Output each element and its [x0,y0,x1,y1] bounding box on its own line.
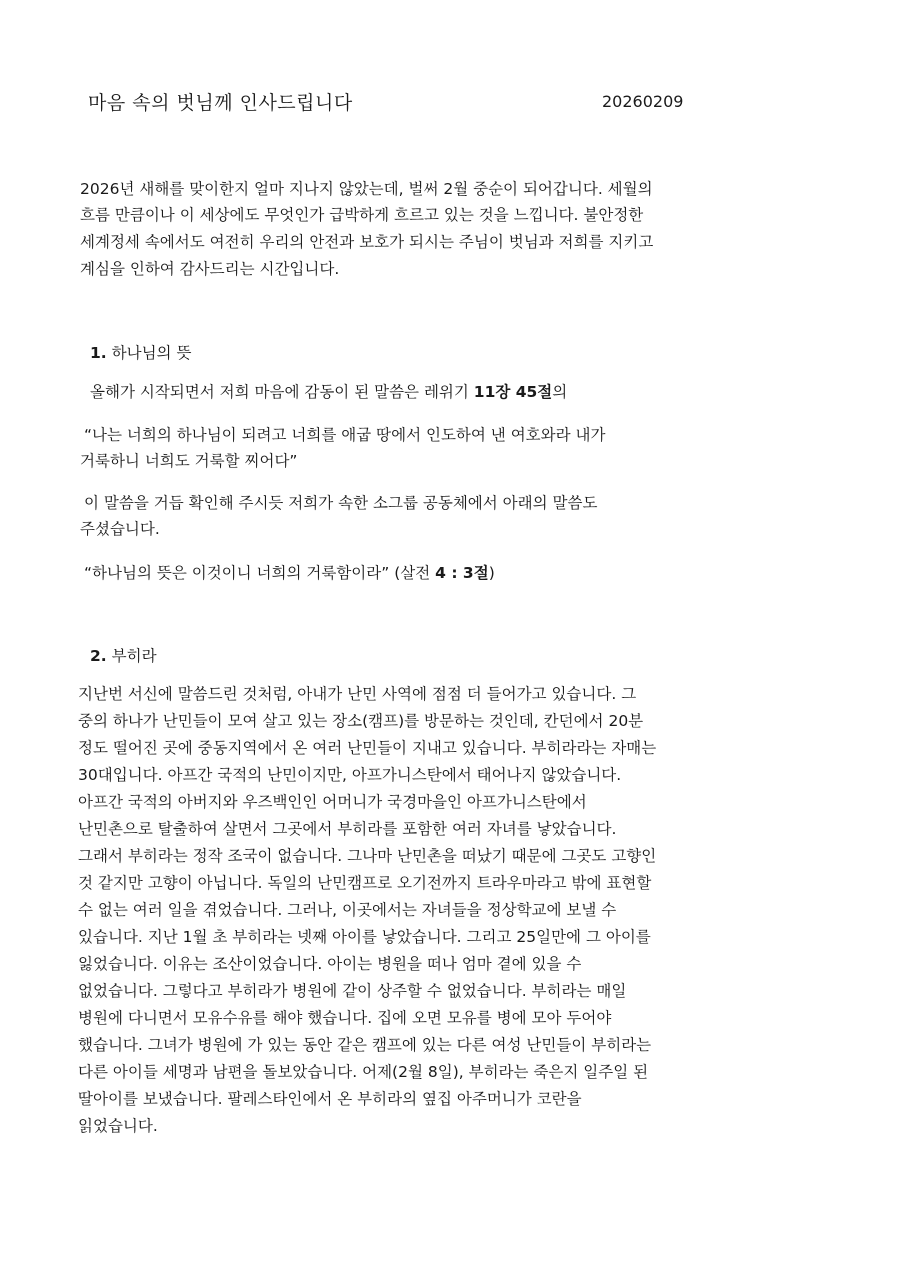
body-line: 다른 아이들 세명과 남편을 돌보았습니다. 어제(2월 8일), 부히라는 죽은지 일주일 된 [78,1063,649,1081]
body-line: 중의 하나가 난민들이 모여 살고 있는 장소(캠프)를 방문하는 것인데, 칸던에서 20분 [78,712,644,730]
body-line: 지난번 서신에 말씀드린 것처럼, 아내가 난민 사역에 점점 더 들어가고 있습니다. 그 [78,685,637,703]
body-line: 난민촌으로 탈출하여 살면서 그곳에서 부히라를 포함한 여러 자녀를 낳았습니다. [78,820,617,838]
section1-p1-lead: 올해가 시작되면서 저희 마음에 감동이 된 말씀은 레위기 [90,383,474,401]
body-line: 읽었습니다. [78,1117,158,1135]
section2-title: 부히라 [111,647,157,665]
body-line: 수 없는 여러 일을 겪었습니다. 그러나, 이곳에서는 자녀들을 정상학교에 보낼 수 [78,901,617,919]
quote-ref-open: (살전 [394,564,436,582]
intro-line: 계심을 인하여 감사드리는 시간입니다. [80,260,340,278]
section1-p1-tail: 의 [552,383,568,401]
body-line: 있습니다. 지난 1월 초 부히라는 넷째 아이를 낳았습니다. 그리고 25일만에 그 아이를 [78,928,651,946]
section1-paragraph-1 [90,381,567,403]
scripture-reference: 11장 45절 [473,383,553,401]
body-line: 정도 떨어진 곳에 중동지역에서 온 여러 난민들이 지내고 있습니다. 부히라라는 자매는 [78,739,657,757]
intro-line: 흐름 만큼이나 이 세상에도 무엇인가 급박하게 흐르고 있는 것을 느낍니다. 불안정한 [80,206,644,224]
section2-number: 2. [90,647,107,665]
letter-date: 20260209 [602,92,684,111]
body-line: 30대입니다. 아프간 국적의 난민이지만, 아프가니스탄에서 태어나지 않았습니다. [78,766,622,784]
body-line: 그래서 부히라는 정작 조국이 없습니다. 그나마 난민촌을 떠났기 때문에 그곳도 고향인 [78,847,657,865]
section1-heading [90,342,191,364]
body-line: 했습니다. 그녀가 병원에 가 있는 동안 같은 캠프에 있는 다른 여성 난민들이 부히라는 [78,1036,652,1054]
quote-ref-close: ) [488,564,495,582]
section1-paragraph-2: 이 말씀을 거듭 확인해 주시듯 저희가 속한 소그룹 공동체에서 아래의 말씀도 [84,494,598,512]
section1-number: 1. [90,344,107,362]
section1-title: 하나님의 뜻 [111,344,192,362]
section1-paragraph-2: 주셨습니다. [80,520,160,538]
quote-line: “나는 너희의 하나님이 되려고 너희를 애굽 땅에서 인도하여 낸 여호와라 내가 [84,426,606,444]
quote-text: “하나님의 뜻은 이것이니 너희의 거룩함이라” [84,564,395,582]
body-line: 딸아이를 보냈습니다. 팔레스타인에서 온 부히라의 옆집 아주머니가 코란을 [78,1090,582,1108]
body-line: 것 같지만 고향이 아닙니다. 독일의 난민캠프로 오기전까지 트라우마라고 밖에 표현할 [78,874,652,892]
letter-title: 마음 속의 벗님께 인사드립니다 [88,92,353,114]
section2-heading [90,645,157,667]
quote-line [84,562,495,584]
intro-line: 2026년 새해를 맞이한지 얼마 지나지 않았는데, 벌써 2월 중순이 되어갑니다. 세월의 [80,180,653,198]
scripture-reference: 4 : 3절 [435,564,489,582]
quote-line: 거룩하니 너희도 거룩할 찌어다” [80,452,298,470]
body-line: 병원에 다니면서 모유수유를 해야 했습니다. 집에 오면 모유를 병에 모아 두어야 [78,1009,612,1027]
body-line: 없었습니다. 그렇다고 부히라가 병원에 같이 상주할 수 없었습니다. 부히라는 매일 [78,982,627,1000]
intro-line: 세계정세 속에서도 여전히 우리의 안전과 보호가 되시는 주님이 벗님과 저희를 지키고 [80,233,654,251]
body-line: 아프간 국적의 아버지와 우즈백인인 어머니가 국경마을인 아프가니스탄에서 [78,793,587,811]
body-line: 잃었습니다. 이유는 조산이었습니다. 아이는 병원을 떠나 엄마 곁에 있을 수 [78,955,582,973]
